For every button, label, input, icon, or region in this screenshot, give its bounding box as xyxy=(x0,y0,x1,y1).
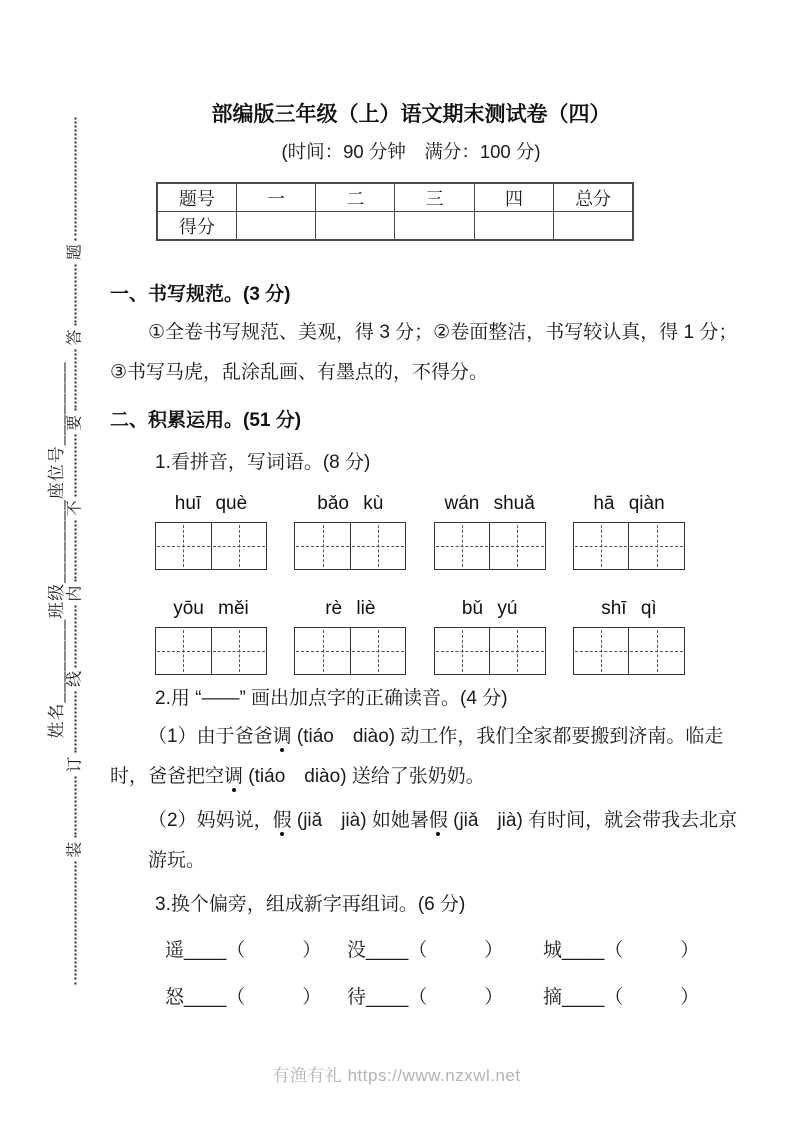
dotted-line-segment xyxy=(75,691,77,752)
fill-blank-item[interactable]: 摘____（ ） xyxy=(543,987,700,1008)
dotted-char: 调 xyxy=(272,726,292,747)
writing-grid[interactable] xyxy=(294,522,406,570)
score-row-label: 得分 xyxy=(157,212,236,241)
page-title: 部编版三年级（上）语文期末测试卷（四） xyxy=(211,103,611,126)
pinyin-word xyxy=(155,596,267,675)
writing-grid[interactable] xyxy=(434,522,546,570)
score-table-header-cell: 四 xyxy=(474,183,553,212)
dotted-char: 调 xyxy=(224,766,244,787)
writing-grid[interactable] xyxy=(155,627,267,675)
score-cell[interactable] xyxy=(236,212,315,241)
dotted-line-segment xyxy=(75,350,77,411)
dotted-char: 假 xyxy=(272,810,292,831)
score-cell[interactable] xyxy=(395,212,474,241)
pinyin-label: rè liè xyxy=(325,598,376,619)
pinyin-word xyxy=(573,596,685,675)
fill-blank-item[interactable]: 城____（ ） xyxy=(543,940,700,961)
score-table-header-cell: 二 xyxy=(316,183,395,212)
score-table-header-cell: 题号 xyxy=(157,183,236,212)
score-cell[interactable] xyxy=(316,212,395,241)
watermark-link[interactable]: 有渔有礼 https://www.nzxwl.net xyxy=(272,1066,521,1085)
page-subtitle: (时间：90 分钟 满分：100 分) xyxy=(281,141,541,162)
binding-char: 不 xyxy=(66,500,84,517)
dotted-line-segment xyxy=(75,264,77,325)
dotted-line-segment xyxy=(75,435,77,496)
dotted-line-segment xyxy=(75,117,77,240)
fill-blank-item[interactable]: 没____（ ） xyxy=(347,940,504,961)
binding-char: 题 xyxy=(66,244,84,261)
binding-char: 要 xyxy=(66,414,84,431)
pinyin-label: hā qiàn xyxy=(593,493,665,514)
score-table-score-row xyxy=(157,212,633,241)
binding-char: 订 xyxy=(66,756,84,773)
name-class-seat-fields: 姓名________班级________座位号________ xyxy=(47,361,66,739)
score-table xyxy=(156,182,634,241)
dotted-line-segment xyxy=(75,606,77,667)
pinyin-label: bǔ yú xyxy=(461,598,518,619)
binding-char: 答 xyxy=(66,329,84,346)
section1-body: ①全卷书写规范、美观，得 3 分；②卷面整洁，书写较认真，得 1 分；③书写马虎，乱涂乱画、有墨点的，不得分。 xyxy=(110,322,738,383)
binding-char: 装 xyxy=(66,841,84,858)
binding-char: 线 xyxy=(66,671,84,688)
pinyin-word xyxy=(155,491,267,570)
question2-item2: （2）妈妈说，假 (jiǎ jià) 如她暑假 (jiǎ jià) 有时间，就会带我去北京游玩。 xyxy=(148,810,738,871)
pinyin-row-1 xyxy=(110,491,685,570)
binding-char: 内 xyxy=(66,585,84,602)
writing-grid[interactable] xyxy=(573,627,685,675)
fill-blank-item[interactable]: 待____（ ） xyxy=(347,987,504,1008)
writing-grid[interactable] xyxy=(294,627,406,675)
pinyin-label: bǎo kù xyxy=(317,493,384,514)
score-cell[interactable] xyxy=(474,212,553,241)
pinyin-word xyxy=(434,596,546,675)
fill-blank-item[interactable]: 怒____（ ） xyxy=(165,987,322,1008)
pinyin-label: wán shuǎ xyxy=(444,493,535,514)
pinyin-row-2 xyxy=(110,596,685,675)
section2-heading: 二、积累运用。(51 分) xyxy=(110,410,302,431)
pinyin-word xyxy=(434,491,546,570)
question2-item1: （1）由于爸爸调 (tiáo diào) 动工作，我们全家都要搬到济南。临走时，爸爸把空调 (tiáo diào) 送给了张奶奶。 xyxy=(110,726,724,787)
score-table-header-row xyxy=(157,183,633,212)
pinyin-word xyxy=(294,491,406,570)
fill-blank-item[interactable]: 遥____（ ） xyxy=(165,940,322,961)
pinyin-label: huī què xyxy=(174,493,248,514)
writing-grid[interactable] xyxy=(573,522,685,570)
dotted-char: 假 xyxy=(428,810,448,831)
question2-label: 2.用 “——” 画出加点字的正确读音。(4 分) xyxy=(155,688,508,709)
dotted-line-segment xyxy=(75,862,77,985)
dotted-line-segment xyxy=(75,520,77,581)
pinyin-label: shī qì xyxy=(601,598,657,619)
binding-line xyxy=(63,118,89,985)
dotted-line-segment xyxy=(75,776,77,837)
writing-grid[interactable] xyxy=(434,627,546,675)
score-table-header-cell: 一 xyxy=(236,183,315,212)
pinyin-label: yōu měi xyxy=(173,598,249,619)
question3-items xyxy=(110,927,747,1021)
test-paper xyxy=(110,0,747,1021)
writing-grid[interactable] xyxy=(155,522,267,570)
question3-label: 3.换个偏旁，组成新字再组词。(6 分) xyxy=(155,894,466,915)
pinyin-word xyxy=(294,596,406,675)
score-table-header-cell: 三 xyxy=(395,183,474,212)
score-table-header-cell: 总分 xyxy=(554,183,633,212)
score-cell[interactable] xyxy=(554,212,633,241)
section1-heading: 一、书写规范。(3 分) xyxy=(110,284,291,305)
pinyin-word xyxy=(573,491,685,570)
question1-label: 1.看拼音，写词语。(8 分) xyxy=(155,452,371,473)
